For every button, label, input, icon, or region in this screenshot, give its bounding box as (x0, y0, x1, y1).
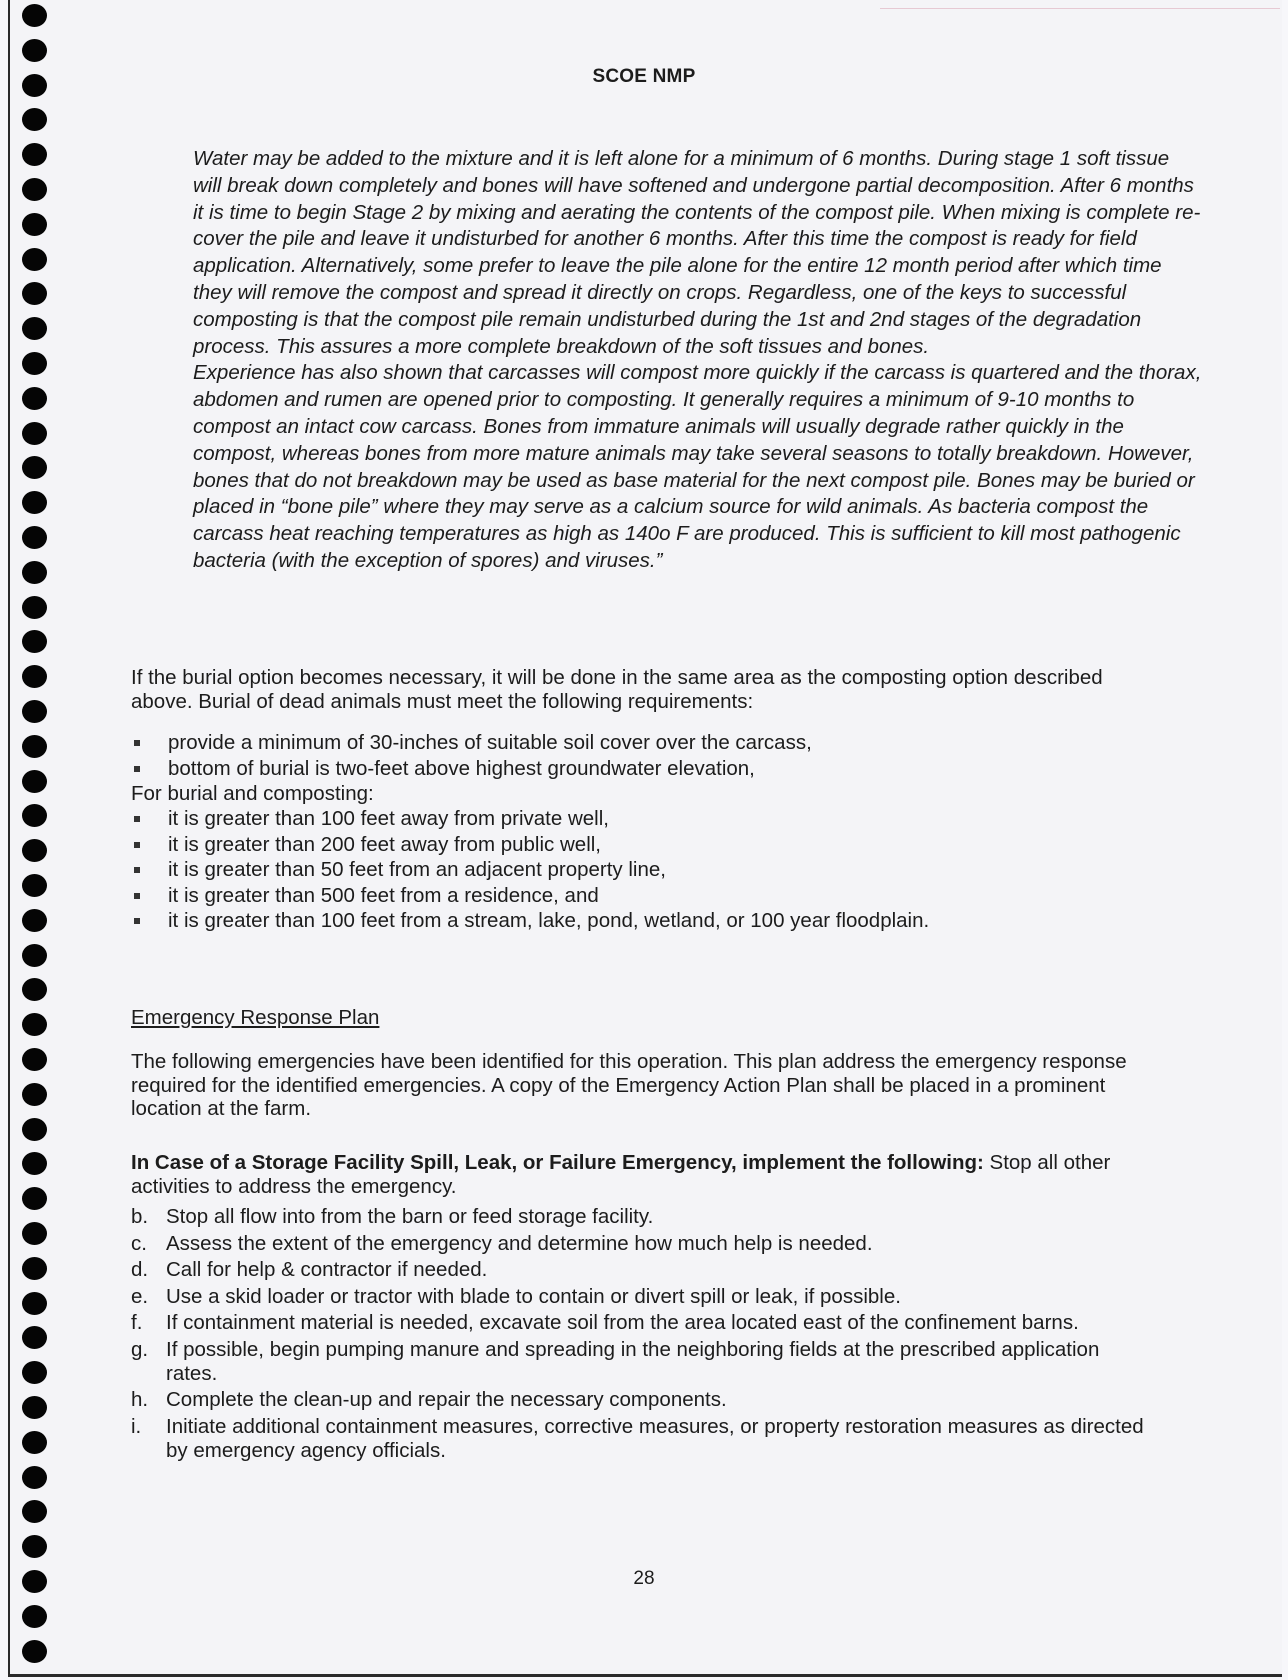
page-number: 28 (633, 1568, 655, 1589)
bullet-icon (134, 816, 140, 822)
binding-hole-icon (22, 1292, 47, 1315)
burial-intro (131, 666, 1161, 713)
binding-hole-icon (22, 735, 47, 758)
section-heading: Emergency Response Plan (131, 1006, 380, 1029)
burial-requirements-list (131, 730, 1191, 781)
binding-hole-icon (22, 213, 47, 236)
binding-hole-icon (22, 1013, 47, 1036)
binding-hole-icon (22, 1118, 47, 1141)
binding-hole-icon (22, 352, 47, 375)
binding-hole-icon (22, 1222, 47, 1245)
binding-hole-icon (22, 4, 47, 27)
binding-hole-icon (22, 1396, 47, 1419)
list-item: c. Assess the extent of the emergency and determine how much help is needed. (131, 1231, 873, 1255)
binding-hole-icon (22, 770, 47, 793)
binding-hole-icon (22, 491, 47, 514)
binding-hole-icon (22, 456, 47, 479)
bullet-icon (134, 893, 140, 899)
bullet-icon (134, 740, 140, 746)
binding-hole-icon (22, 1466, 47, 1489)
binding-hole-icon (22, 1535, 47, 1558)
list-item: it is greater than 200 feet away from public well, (131, 832, 1191, 858)
case-paragraph (131, 1151, 1151, 1198)
binding-hole-icon (22, 1640, 47, 1663)
list-item: h. Complete the clean-up and repair the necessary components. (131, 1388, 727, 1411)
distance-requirements-list (131, 806, 1191, 934)
binding-hole-icon (22, 422, 47, 445)
binding-hole-icon (22, 1431, 47, 1454)
page-header: SCOE NMP (592, 66, 696, 87)
emergency-intro-text: The following emergencies have been identified for this operation. This plan address the emergency response required for the identified emergencies. A copy of the Emergency Action Plan shall be placed in a prominent location at the farm. (131, 1050, 1127, 1120)
burial-intro-text: If the burial option becomes necessary, it will be done in the same area as the composting option described above. Burial of dead animals must meet the following requirements: (131, 666, 1103, 713)
binding-hole-icon (22, 1257, 47, 1280)
case-text (131, 1151, 1151, 1198)
case-bold-lead: In Case of a Storage Facility Spill, Leak, or Failure Emergency, implement the following: (131, 1151, 984, 1174)
binding-holes (22, 4, 50, 1676)
emergency-steps-list (131, 1205, 1151, 1465)
list-item: it is greater than 100 feet from a stream, lake, pond, wetland, or 100 year floodplain. (131, 908, 1191, 934)
quote-paragraph-2: Experience has also shown that carcasses will compost more quickly if the carcass is quartered and the thorax, abdomen and rumen are opened prior to composting. It generally requires a minimum of 9-10 months to compost an intact cow carcass. Bones from immature animals will usually degrade rather quickly in the compost, whereas bones from more mature animals may take several seasons to totally breakdown. However, bones that do not breakdown may be used as base material for the next compost pile. Bones may be buried or placed in “bone pile” where they may serve as a calcium source for wild animals. As bacteria compost the carcass heat reaching temperatures as high as 140o F are produced. This is sufficient to kill most pathogenic bacteria (with the exception of spores) and viruses.” (193, 361, 1202, 572)
binding-hole-icon (22, 1326, 47, 1349)
emergency-intro (131, 1050, 1161, 1121)
binding-hole-icon (22, 978, 47, 1001)
bullet-icon (134, 766, 140, 772)
list-item: i. Initiate additional containment measures, corrective measures, or property restoration measures as directed by emergency agency officials. (131, 1414, 1144, 1462)
list-item: f. If containment material is needed, excavate soil from the area located east of the confinement barns. (131, 1311, 1079, 1334)
binding-hole-icon (22, 630, 47, 653)
binding-hole-icon (22, 874, 47, 897)
binding-hole-icon (22, 108, 47, 131)
binding-hole-icon (22, 248, 47, 271)
quote-paragraph-1: Water may be added to the mixture and it is left alone for a minimum of 6 months. During stage 1 soft tissue will break down completely and bones will have softened and undergone partial decomposition. After 6 months it is time to begin Stage 2 by mixing and aerating the contents of the compost pile. When mixing is complete re-cover the pile and leave it undisturbed for another 6 months. After this time the compost is ready for field application. Alternatively, some prefer to leave the pile alone for the entire 12 month period after which time they will remove the compost and spread it directly on crops. Regardless, one of the keys to successful composting is that the compost pile remain undisturbed during the 1st and 2nd stages of the degradation process. This assures a more complete breakdown of the soft tissues and bones. (193, 147, 1201, 358)
list-item: it is greater than 50 feet from an adjacent property line, (131, 857, 1191, 883)
list-item: it is greater than 500 feet from a residence, and (131, 883, 1191, 909)
list-item: e. Use a skid loader or tractor with blade to contain or divert spill or leak, if possible. (131, 1284, 901, 1308)
binding-hole-icon (22, 700, 47, 723)
binding-hole-icon (22, 526, 47, 549)
binding-hole-icon (22, 944, 47, 967)
list-item: bottom of burial is two-feet above highest groundwater elevation, (131, 756, 1191, 782)
binding-hole-icon (22, 39, 47, 62)
binding-hole-icon (22, 1605, 47, 1628)
binding-hole-icon (22, 317, 47, 340)
binding-hole-icon (22, 1152, 47, 1175)
binding-hole-icon (22, 1361, 47, 1384)
list-item: provide a minimum of 30-inches of suitable soil cover over the carcass, (131, 730, 1191, 756)
binding-hole-icon (22, 909, 47, 932)
binding-hole-icon (22, 178, 47, 201)
list-item: b. Stop all flow into from the barn or feed storage facility. (131, 1205, 654, 1228)
quoted-compost-text (193, 146, 1203, 575)
list-item: d. Call for help & contractor if needed. (131, 1258, 488, 1281)
binding-hole-icon (22, 596, 47, 619)
scan-edge-mark (880, 8, 1280, 9)
binding-hole-icon (22, 387, 47, 410)
binding-hole-icon (22, 839, 47, 862)
binding-hole-icon (22, 1187, 47, 1210)
bullet-icon (134, 842, 140, 848)
list-item: g. If possible, begin pumping manure and spreading in the neighboring fields at the prescribed application rates. (131, 1337, 1100, 1385)
bullet-icon (134, 867, 140, 873)
binding-hole-icon (22, 804, 47, 827)
composting-label: For burial and composting: (131, 782, 374, 805)
case-rest: Stop all other activities to address the emergency. (131, 1151, 1111, 1198)
binding-hole-icon (22, 665, 47, 688)
binding-hole-icon (22, 1048, 47, 1071)
binding-hole-icon (22, 1500, 47, 1523)
binding-hole-icon (22, 282, 47, 305)
bullet-icon (134, 918, 140, 924)
binding-hole-icon (22, 561, 47, 584)
binding-hole-icon (22, 143, 47, 166)
list-item: it is greater than 100 feet away from private well, (131, 806, 1191, 832)
binding-hole-icon (22, 1083, 47, 1106)
